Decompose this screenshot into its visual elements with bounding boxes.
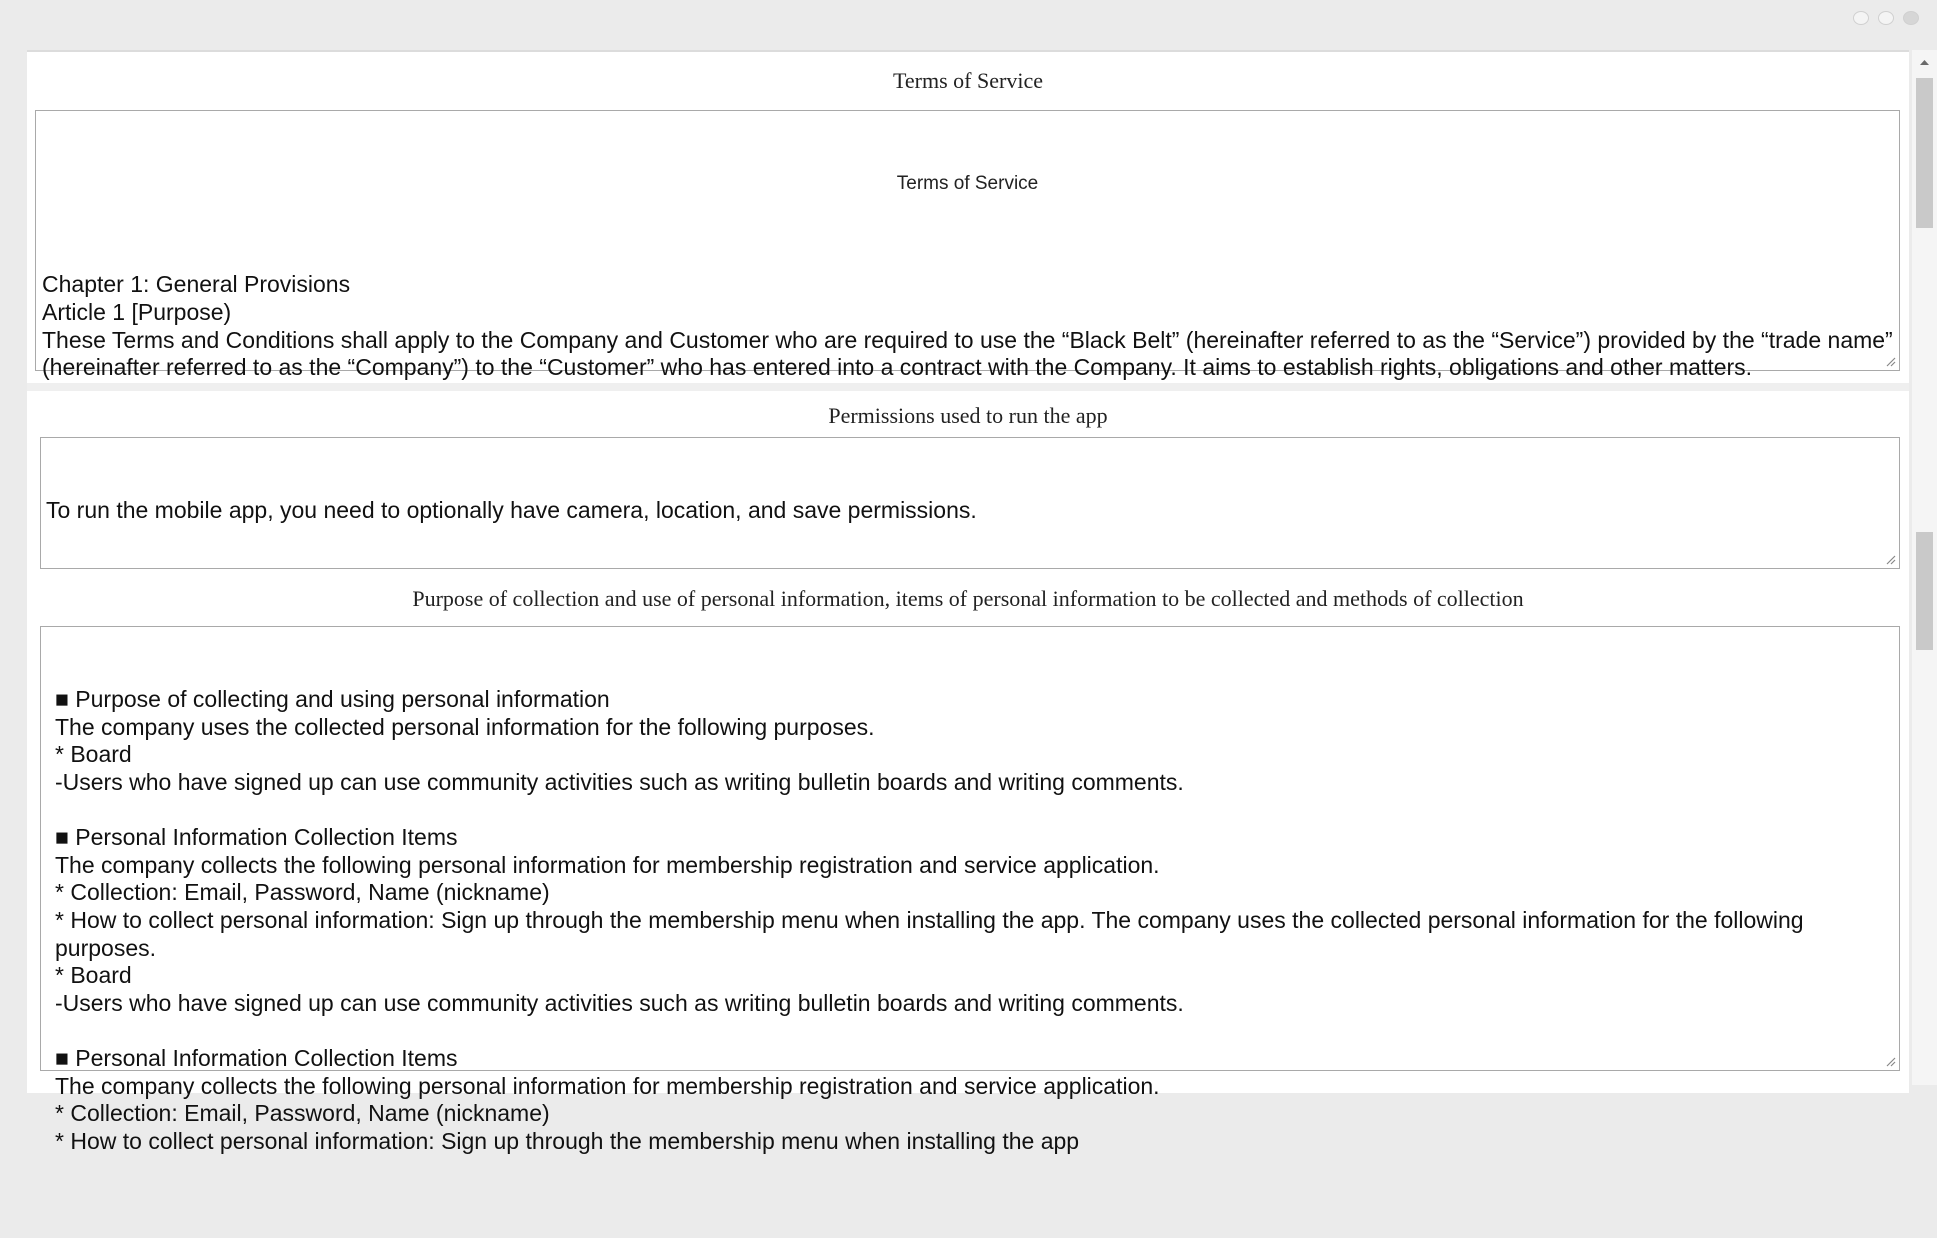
- resize-grip-icon[interactable]: [1884, 1055, 1896, 1067]
- privacy-body: ■ Purpose of collecting and using personal information The company uses the collected personal information for the following purposes. * Board -Users who have signed up can use community activities such as writing bulletin boards and writing comments. ■ Personal Information Collection Items The company collects the following personal information for membership registration and service application. * Collection: Email, Password, Name (nickname) * How to collect personal information: Sign up through the membership menu when installing the app. The company uses the collected personal information for the following purposes. * Board -Users who have signed up can use community activities such as writing bulletin boards and writing comments. ■ Personal Information Collection Items The company collects the following personal information for membership registration and service application. * Collection: Email, Password, Name (nickname) * How to collect personal information: Sign up through the membership menu when installing the app: [55, 686, 1804, 1154]
- terms-box-title: Terms of Service: [896, 173, 1039, 195]
- privacy-heading: Purpose of collection and use of personal information, items of personal information to be collected and methods of collection: [412, 586, 1524, 611]
- privacy-textarea[interactable]: [40, 626, 1900, 1154]
- scroll-thumb[interactable]: [1916, 78, 1933, 228]
- terms-body: Chapter 1: General Provisions Article 1 [Purpose) These Terms and Conditions shall apply to the Company and Customer who are required to use the “Black Belt” (hereinafter referred to as the “Service”) provided by the “trade name” (hereinafter referred to as the “Company”) to the “Customer” who has entered into a contract with the Company. It aims to establish rights, obligations and other matters.: [42, 271, 1893, 381]
- terms-heading: Terms of Service: [893, 68, 1043, 93]
- resize-grip-icon[interactable]: [1884, 355, 1896, 367]
- scroll-up-arrow-icon[interactable]: [1912, 54, 1937, 70]
- resize-grip-icon[interactable]: [1884, 553, 1896, 565]
- window-titlebar: [0, 0, 1937, 40]
- close-button[interactable]: [1903, 11, 1919, 25]
- permissions-heading: Permissions used to run the app: [828, 403, 1108, 428]
- permissions-textarea[interactable]: [40, 437, 1900, 569]
- scroll-thumb-secondary[interactable]: [1916, 532, 1933, 650]
- permissions-body: To run the mobile app, you need to optionally have camera, location, and save permissions.: [46, 497, 977, 524]
- terms-textarea[interactable]: [35, 110, 1900, 381]
- terms-panel: [27, 50, 1909, 383]
- permissions-panel: [27, 383, 1909, 1154]
- page-scrollbar[interactable]: [1912, 50, 1937, 1085]
- maximize-button[interactable]: [1878, 11, 1894, 25]
- minimize-button[interactable]: [1853, 11, 1869, 25]
